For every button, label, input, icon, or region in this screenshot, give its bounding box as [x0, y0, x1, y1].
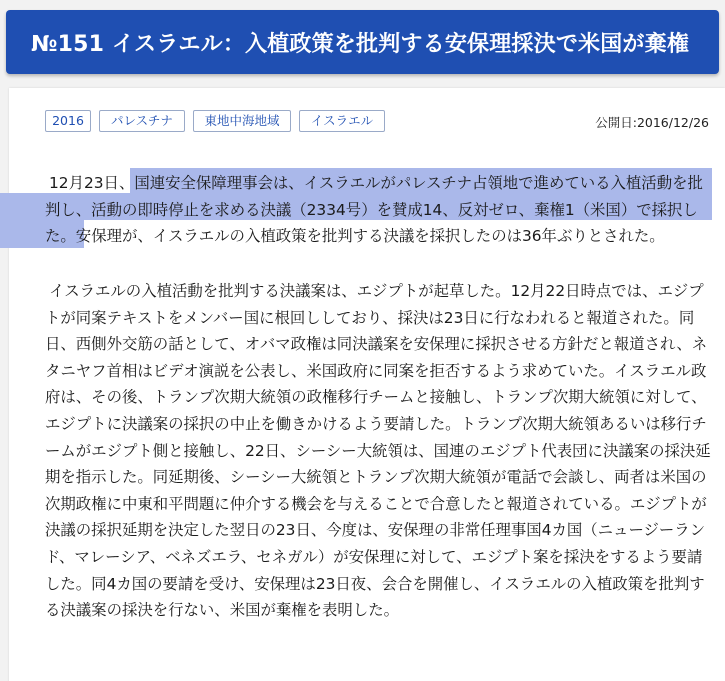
- tag-2016[interactable]: 2016: [45, 110, 91, 132]
- meta-row: [45, 110, 709, 134]
- tag-palestine[interactable]: パレスチナ: [99, 110, 185, 132]
- paragraph-2: イスラエルの入植活動を批判する決議案は、エジプトが起草した。12月22日時点では、エジプトが同案テキストをメンバー国に根回ししており、採決は23日に行なわれると報道された。同日、西側外交筋の話として、オバマ政権は同決議案を安保理に採択させる方針だと報道され、ネタニヤフ首相はビデオ演説を公表し、米国政府に同案を拒否するよう求めていた。イスラエル政府は、その後、トランプ次期大統領の政権移行チームと接触し、トランプ次期大統領に対して、エジプトに決議案の採択の中止を働きかけるよう要請した。トランプ次期大統領あるいは移行チームがエジプト側と接触し、22日、シーシー大統領は、国連のエジプト代表団に決議案の採決延期を指示した。同延期後、シーシー大統領とトランプ次期大統領が電話で会談し、両者は米国の次期政権に中東和平問題に仲介する機会を与えることで合意したと報道されている。エジプトが決議の採択延期を決定した翌日の23日、今度は、安保理の非常任理事国4カ国（ニュージーランド、マレーシア、ベネズエラ、セネガル）が安保理に対して、エジプト案を採決をするよう要請した。同4カ国の要請を受け、安保理は23日夜、会合を開催し、イスラエルの入植政策を批判する決議案の採決を行ない、米国が棄権を表明した。: [45, 282, 711, 620]
- tag-east-mediterranean[interactable]: 東地中海地域: [193, 110, 291, 132]
- tag-israel[interactable]: イスラエル: [299, 110, 385, 132]
- publish-date: 公開日:2016/12/26: [595, 115, 709, 130]
- paragraph-1-rest: 安保理が、イスラエルの入植政策を批判する決議を採択したのは36年ぶりとされた。: [75, 227, 665, 246]
- paragraph-1: [45, 170, 717, 250]
- article-body: [9, 88, 725, 681]
- selected-text[interactable]: 国連安全保障理事会は、イスラエルがパレスチナ占領地で進めている入植活動を批判し、活動の即時停止を求める決議（2334号）を賛成14、反対ゼロ、棄権1（米国）で採択した。: [45, 174, 703, 246]
- paragraph-1-lead: 12月23日、: [49, 174, 135, 192]
- page-title: №151 イスラエル：入植政策を批判する安保理採決で米国が棄権: [31, 31, 690, 57]
- title-bar: [6, 10, 719, 74]
